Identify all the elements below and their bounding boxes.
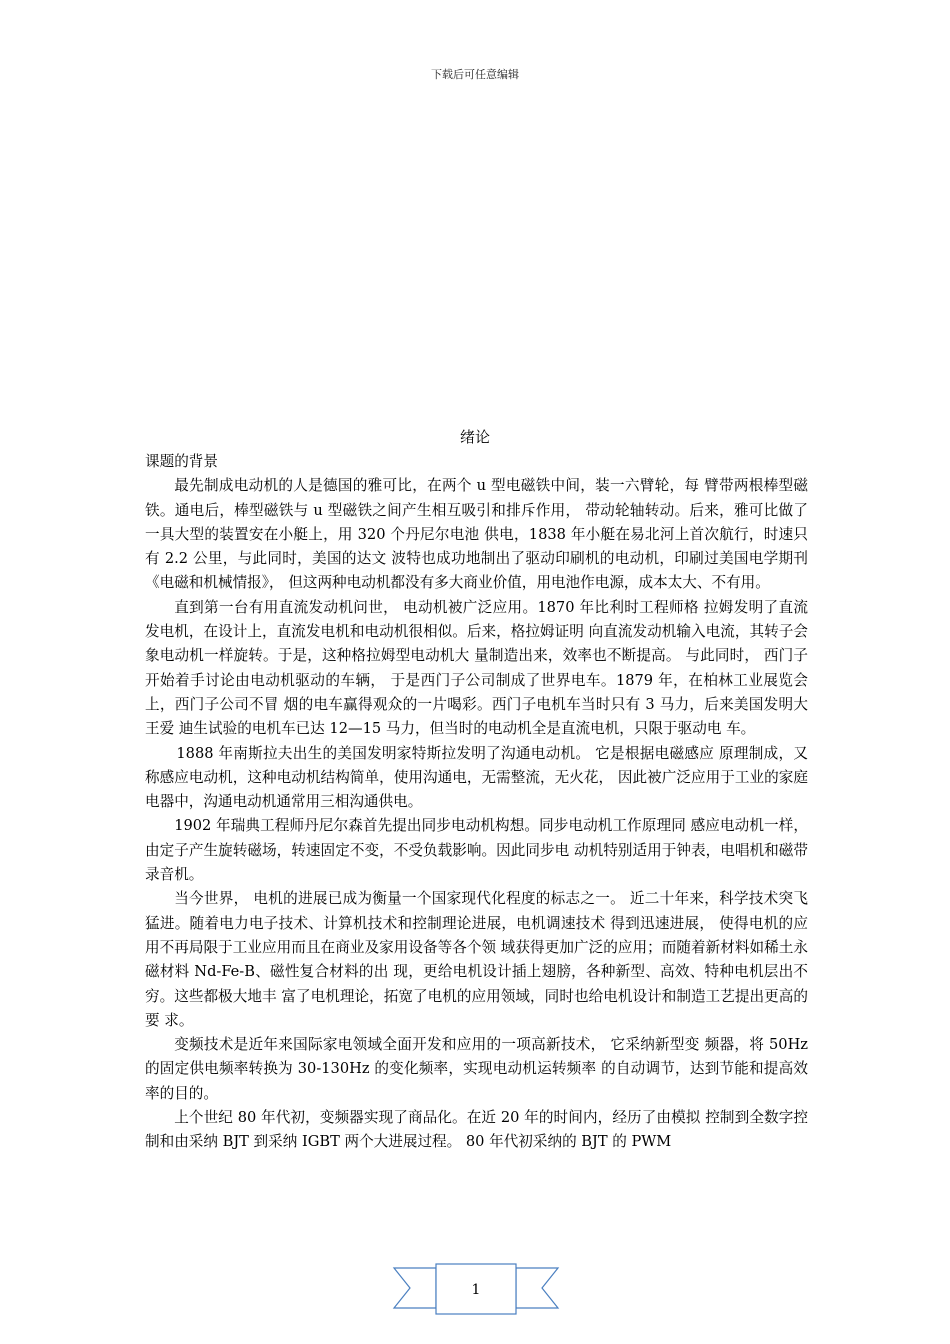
section-heading: 课题的背景 [145, 453, 218, 470]
paragraph-4: 1902 年瑞典工程师丹尼尔森首先提出同步电动机构想。同步电动机工作原理同 感应电动机一样，由定子产生旋转磁场，转速固定不变，不受负载影响。因此同步电 动机特别适用于钟表，电唱机和磁带录音机。 [145, 817, 808, 884]
document-body [145, 450, 808, 1155]
header-note: 下载后可任意编辑 [431, 68, 519, 81]
paragraph-7: 上个世纪 80 年代初，变频器实现了商品化。在近 20 年的时间内，经历了由模拟 控制到全数字控制和由采纳 BJT 到采纳 IGBT 两个大进展过程。 80 年代初采纳的 BJT 的 PWM [145, 1109, 808, 1151]
page-number: 1 [471, 1282, 481, 1298]
paragraph-2: 直到第一台有用直流发动机问世， 电动机被广泛应用。1870 年比利时工程师格 拉姆发明了直流发电机，在设计上，直流发电机和电动机很相似。后来，格拉姆证明 向直流发动机输入电流，其转子会象电动机一样旋转。于是，这种格拉姆型电动机大 量制造出来，效率也不断提高。 与此同时， 西门子开始着手讨论由电动机驱动的车辆， 于是西门子公司制成了世界电车。1879 年，在柏林工业展览会上，西门子公司不冒 烟的电车赢得观众的一片喝彩。西门子电机车当时只有 3 马力，后来美国发明大王爱 迪生试验的电机车已达 12—15 马力，但当时的电动机全是直流电机，只限于驱动电 车。 [145, 598, 808, 738]
document-title: 绪论 [459, 428, 490, 446]
paragraph-5: 当今世界， 电机的进展已成为衡量一个国家现代化程度的标志之一。 近二十年来，科学技术突飞猛进。随着电力电子技术、计算机技术和控制理论进展，电机调速技术 得到迅速进展， 使得电机的应用不再局限于工业应用而且在商业及家用设备等各个领 域获得更加广泛的应用；而随着新材料如稀土永磁材料 Nd-Fe-B、磁性复合材料的出 现，更给电机设计插上翅膀，各种新型、高效、特种电机层出不穷。这些都极大地丰 富了电机理论，拓宽了电机的应用领域，同时也给电机设计和制造工艺提出更高的要 求。 [145, 890, 808, 1029]
paragraph-3: 1888 年南斯拉夫出生的美国发明家特斯拉发明了沟通电动机。 它是根据电磁感应 原理制成，又称感应电动机，这种电动机结构简单，使用沟通电，无需整流，无火花， 因此被广泛应用于工业的家庭电器中，沟通电动机通常用三相沟通供电。 [145, 744, 808, 811]
page-number-ribbon [392, 1262, 560, 1318]
paragraph-1: 最先制成电动机的人是德国的雅可比，在两个 u 型电磁铁中间，装一六臂轮，每 臂带两根棒型磁铁。通电后，棒型磁铁与 u 型磁铁之间产生相互吸引和排斥作用， 带动轮轴转动。后来，雅可比做了一具大型的装置安在小艇上，用 320 个丹尼尔电池 供电，1838 年小艇在易北河上首次航行，时速只有 2.2 公里，与此同时，美国的达文 波特也成功地制出了驱动印刷机的电动机，印刷过美国电学期刊《电磁和机械情报》， 但这两种电动机都没有多大商业价值，用电池作电源，成本太大、不有用。 [145, 477, 808, 592]
paragraph-6: 变频技术是近年来国际家电领域全面开发和应用的一项高新技术， 它采纳新型变 频器，将 50Hz 的固定供电频率转换为 30-130Hz 的变化频率，实现电动机运转频率 的自动调节，达到节能和提高效率的目的。 [145, 1036, 808, 1102]
